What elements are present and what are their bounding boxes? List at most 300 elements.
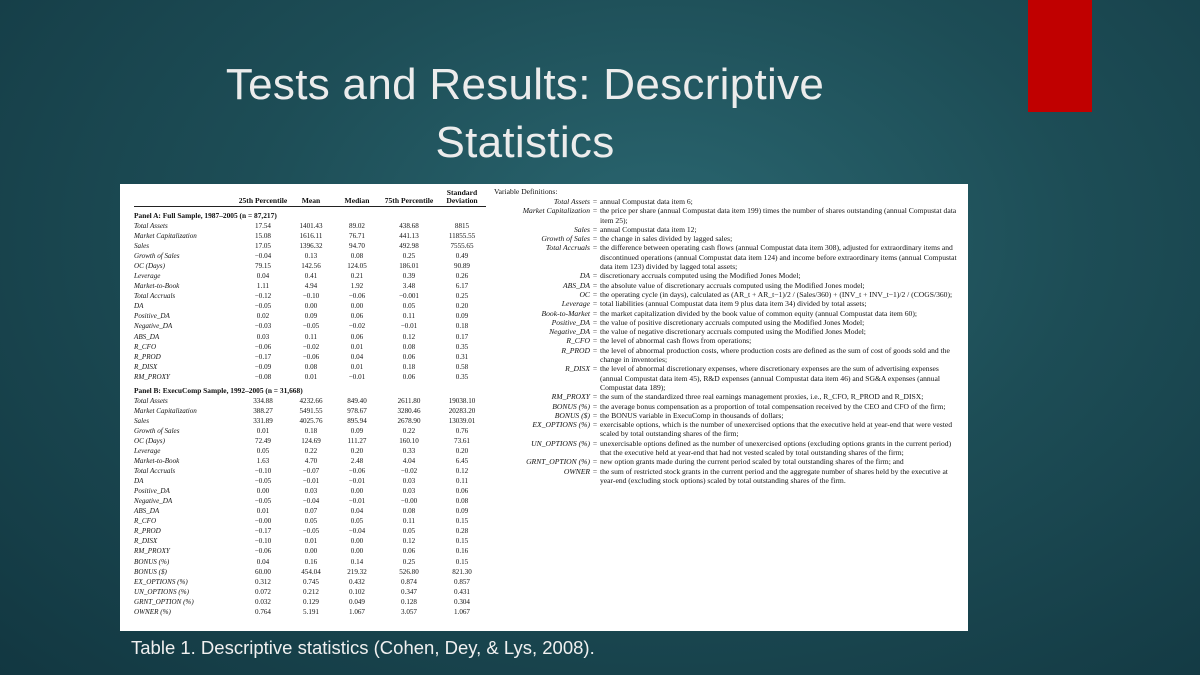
definition-term: Total Assets — [553, 197, 590, 206]
row-label: Market Capitalization — [134, 406, 197, 415]
table-row — [134, 241, 486, 251]
definition-entry — [494, 318, 962, 327]
equals-sign: = — [592, 438, 598, 448]
row-label: Sales — [134, 242, 149, 251]
definition-term: OC — [579, 289, 590, 299]
table-row — [134, 526, 486, 536]
definition-term: RM_PROXY — [551, 392, 590, 402]
definition-text: annual Compustat data item 12; — [600, 224, 697, 234]
table-row — [134, 261, 486, 271]
header-75th-percentile: 75th Percentile — [384, 196, 434, 205]
equals-sign: = — [592, 420, 598, 430]
table-cell: 0.16 — [304, 557, 318, 566]
table-cell: −0.05 — [254, 477, 272, 486]
row-label: OC (Days) — [134, 262, 165, 271]
table-cell: −0.02 — [302, 342, 320, 351]
row-label: Total Accruals — [134, 292, 176, 301]
row-label: OC (Days) — [134, 436, 165, 445]
table-cell: 0.01 — [256, 507, 270, 516]
table-cell: 0.25 — [455, 292, 469, 301]
table-row — [134, 597, 486, 607]
table-cell: 4232.66 — [299, 396, 323, 405]
equals-sign: = — [592, 308, 598, 318]
table-cell: −0.01 — [400, 322, 418, 331]
table-cell: 0.06 — [350, 332, 364, 341]
equals-sign: = — [592, 336, 598, 346]
table-cell: −0.04 — [302, 497, 320, 506]
table-cell: 0.28 — [455, 527, 469, 536]
header-median: Median — [344, 196, 370, 205]
definition-entry — [494, 243, 962, 271]
definition-text: the difference between operating cash flows (annual Compustat data item 308), adjusted for extraordinary items and discontinued operations (annual Compustat data item 124) and income before extraordinary items (annual Compustat data item 123) divided by lagged total assets; — [600, 243, 957, 272]
table-row — [134, 352, 486, 362]
table-cell: 0.00 — [304, 302, 318, 311]
equals-sign: = — [592, 457, 598, 467]
definition-entry — [494, 271, 962, 280]
table-row — [134, 567, 486, 577]
row-label: Negative_DA — [134, 322, 173, 331]
table-row — [134, 251, 486, 261]
table-cell: 0.01 — [256, 426, 270, 435]
table-row — [134, 607, 486, 617]
table-cell: 0.15 — [455, 537, 469, 546]
table-cell: 0.20 — [350, 446, 364, 455]
row-label: Negative_DA — [134, 497, 173, 506]
table-cell: 72.49 — [255, 436, 271, 445]
table-cell: 0.18 — [455, 322, 469, 331]
row-label: R_DISX — [134, 537, 158, 546]
table-cell: −0.01 — [348, 497, 366, 506]
table-cell: 0.25 — [402, 557, 416, 566]
definition-term: R_DISX — [565, 364, 590, 374]
table-cell: −0.00 — [254, 517, 272, 526]
table-cell: 0.22 — [304, 446, 318, 455]
table-cell: 0.431 — [454, 587, 470, 596]
table-cell: 4.70 — [304, 457, 318, 466]
table-cell: −0.17 — [254, 527, 272, 536]
table-cell: 89.02 — [349, 222, 365, 230]
table-cell: 0.102 — [349, 587, 365, 596]
table-cell: 0.05 — [350, 517, 364, 526]
table-cell: 0.35 — [455, 342, 469, 351]
definition-entry — [494, 364, 962, 392]
table-cell: −0.10 — [254, 467, 272, 476]
equals-sign: = — [592, 234, 598, 244]
table-cell: 3.48 — [402, 282, 416, 291]
equals-sign: = — [592, 392, 598, 402]
row-label: DA — [134, 477, 144, 486]
table-row — [134, 446, 486, 456]
table-cell: 186.01 — [399, 262, 419, 271]
table-cell: 79.15 — [255, 262, 271, 271]
table-cell: 0.20 — [455, 446, 469, 455]
table-cell: 0.04 — [256, 557, 270, 566]
table-row — [134, 301, 486, 311]
table-cell: 0.13 — [304, 252, 318, 261]
table-row — [134, 396, 486, 406]
definition-term: DA — [579, 271, 590, 281]
table-row — [134, 456, 486, 466]
definitions-heading: Variable Definitions: — [494, 187, 558, 196]
table-cell: 0.03 — [402, 477, 416, 486]
table-cell: 4025.76 — [299, 416, 323, 425]
table-cell: −0.05 — [254, 302, 272, 311]
table-cell: 0.08 — [402, 507, 416, 516]
table-cell: 17.05 — [255, 242, 271, 251]
table-cell: 492.98 — [399, 242, 419, 251]
table-cell: 0.21 — [350, 272, 364, 281]
definition-entry — [494, 402, 962, 411]
definition-term: EX_OPTIONS (%) — [532, 420, 590, 430]
table-cell: −0.04 — [348, 527, 366, 536]
table-cell: 0.18 — [402, 362, 416, 371]
table-cell: 0.11 — [402, 312, 416, 321]
table-cell: 0.00 — [350, 302, 364, 311]
table-cell: 895.94 — [347, 416, 367, 425]
equals-sign: = — [592, 206, 598, 216]
row-label: Growth of Sales — [134, 426, 180, 435]
definition-term: Negative_DA — [549, 327, 590, 337]
definition-entry — [494, 392, 962, 401]
definition-text: exercisable options, which is the number of unexercised options that the executive held at year-end that were vested scaled by total outstanding shares of the firm; — [600, 420, 952, 439]
equals-sign: = — [592, 224, 598, 234]
table-cell: 1.63 — [256, 457, 270, 466]
table-cell: 0.00 — [256, 487, 270, 496]
table-cell: 0.08 — [402, 342, 416, 351]
equals-sign: = — [592, 289, 598, 299]
definition-entry — [494, 197, 962, 206]
table-cell: 3.057 — [401, 607, 417, 616]
table-cell: −0.07 — [302, 467, 320, 476]
row-label: EX_OPTIONS (%) — [134, 577, 188, 586]
definition-entry — [494, 206, 962, 225]
table-cell: −0.01 — [348, 477, 366, 486]
slide-title-line-1: Tests and Results: Descriptive — [225, 60, 825, 109]
definition-text: the sum of restricted stock grants in the current period and the aggregate number of shares held by the executive at year-end (excluding stock options) scaled by total outstanding shares of the firm. — [600, 466, 948, 485]
row-label: R_CFO — [134, 517, 157, 526]
definition-term: BONUS (%) — [552, 401, 590, 411]
table-row — [134, 486, 486, 496]
table-cell: 0.06 — [402, 547, 416, 556]
table-cell: 0.06 — [402, 352, 416, 361]
table-row — [134, 587, 486, 597]
table-cell: 0.20 — [455, 302, 469, 311]
equals-sign: = — [592, 317, 598, 327]
definition-text: the level of abnormal discretionary expenses, where discretionary expenses are the sum of advertising expenses (annual Compustat data item 45), R&D expenses (annual Compustat data item 46) and SG&A expenses (annual Compustat data 189); — [600, 364, 940, 392]
table-cell: 0.14 — [350, 557, 364, 566]
definition-text: new option grants made during the current period scaled by total outstanding shares of the firm; and — [600, 457, 904, 467]
table-cell: 0.11 — [455, 477, 469, 486]
header-mean: Mean — [301, 196, 321, 205]
equals-sign: = — [592, 243, 598, 253]
definition-text: unexercisable options defined as the number of unexercised options (excluding options grants in the current period) that the executive held at year-end that had not vested scaled by total outstanding shares of the firm; — [600, 438, 952, 458]
table-cell: 0.26 — [455, 272, 469, 281]
table-cell: 0.31 — [455, 352, 469, 361]
table-cell: 0.072 — [255, 587, 271, 596]
table-row — [134, 281, 486, 291]
row-label: R_DISX — [134, 362, 158, 371]
table-cell: 0.17 — [455, 332, 469, 341]
table-cell: −0.01 — [302, 477, 320, 486]
table-cell: 0.15 — [455, 557, 469, 566]
definition-entry — [494, 299, 962, 308]
row-label: RM_PROXY — [134, 547, 170, 556]
table-cell: −0.02 — [400, 467, 418, 476]
table-cell: 441.13 — [399, 232, 419, 241]
table-cell: −0.05 — [302, 322, 320, 331]
table-cell: −0.06 — [254, 547, 272, 556]
row-label: BONUS (%) — [134, 557, 170, 566]
table-cell: −0.04 — [254, 252, 272, 261]
table-row — [134, 362, 486, 372]
definition-term: Leverage — [561, 299, 590, 309]
row-label: ABS_DA — [134, 332, 160, 341]
table-row — [134, 406, 486, 416]
table-cell: 0.16 — [455, 547, 469, 556]
table-cell: 19038.10 — [448, 396, 476, 405]
table-row — [134, 436, 486, 446]
definition-entry — [494, 309, 962, 318]
equals-sign: = — [592, 345, 598, 355]
table-cell: −0.09 — [254, 362, 272, 371]
slide-title-line-2: Statistics — [435, 118, 615, 167]
row-label: Total Assets — [134, 222, 168, 230]
definitions-list — [494, 197, 962, 485]
table-cell: 388.27 — [253, 406, 273, 415]
row-label: Growth of Sales — [134, 252, 180, 261]
table-cell: 8815 — [454, 222, 470, 230]
table-row — [134, 506, 486, 516]
row-label: Market-to-Book — [134, 457, 180, 466]
table-row — [134, 466, 486, 476]
row-label: R_CFO — [134, 342, 157, 351]
table-cell: 821.30 — [452, 567, 472, 576]
table-cell: 0.745 — [303, 577, 319, 586]
table-row — [134, 221, 486, 231]
definition-term: Positive_DA — [551, 317, 590, 327]
header-standard-deviation: Standard Deviation — [446, 188, 478, 205]
table-cell: 0.02 — [256, 312, 270, 321]
table-cell: 15.08 — [255, 232, 271, 241]
definition-term: Total Accruals — [545, 243, 590, 253]
table-cell: −0.08 — [254, 372, 272, 381]
red-accent-block — [1028, 0, 1092, 112]
table-cell: 5491.55 — [299, 406, 323, 415]
definition-entry — [494, 327, 962, 336]
definition-text: the market capitalization divided by the book value of common equity (annual Compustat data item 60); — [600, 308, 917, 318]
table-cell: 17.54 — [255, 222, 271, 230]
table-cell: 0.05 — [402, 527, 416, 536]
table-cell: 0.76 — [455, 426, 469, 435]
table-cell: −0.06 — [348, 467, 366, 476]
definition-text: the change in sales divided by lagged sales; — [600, 234, 733, 244]
panel-title: Panel B: ExecuComp Sample, 1992–2005 (n = 31,668) — [134, 385, 303, 395]
definition-entry — [494, 467, 962, 486]
table-cell: 0.347 — [401, 587, 417, 596]
definition-entry — [494, 439, 962, 458]
definition-text: discretionary accruals computed using the Modified Jones Model; — [600, 271, 801, 281]
table-cell: −0.00 — [400, 497, 418, 506]
table-cell: 526.80 — [399, 567, 419, 576]
table-cell: 160.10 — [399, 436, 419, 445]
definition-text: the absolute value of discretionary accruals computed using the Modified Jones model; — [600, 280, 865, 290]
table-cell: 1.067 — [454, 607, 470, 616]
row-label: R_PROD — [134, 352, 161, 361]
row-label: Sales — [134, 416, 149, 425]
table-cell: 2.48 — [350, 457, 364, 466]
table-row — [134, 546, 486, 556]
table-cell: −0.03 — [254, 322, 272, 331]
definition-entry — [494, 457, 962, 466]
definition-text: the BONUS variable in ExecuComp in thousands of dollars; — [600, 410, 784, 420]
definition-term: Sales — [573, 224, 590, 234]
table-cell: 13039.01 — [448, 416, 476, 425]
table-cell: 0.09 — [455, 507, 469, 516]
table-cell: 11855.55 — [448, 232, 476, 241]
table-cell: 124.05 — [347, 262, 367, 271]
table-row — [134, 496, 486, 506]
equals-sign: = — [592, 327, 598, 337]
table-cell: 0.12 — [402, 537, 416, 546]
table-cell: 0.08 — [350, 252, 364, 261]
table-cell: 73.61 — [454, 436, 470, 445]
table-cell: 0.01 — [350, 342, 364, 351]
table-row — [134, 271, 486, 281]
table-cell: 1.92 — [350, 282, 364, 291]
slide-title — [120, 56, 930, 172]
table-row — [134, 577, 486, 587]
table-cell: 438.68 — [399, 222, 419, 230]
table-cell: 0.03 — [256, 332, 270, 341]
table-cell: 0.49 — [455, 252, 469, 261]
table-row — [134, 416, 486, 426]
equals-sign: = — [592, 271, 598, 281]
table-cell: 454.04 — [301, 567, 321, 576]
table-cell: 334.88 — [253, 396, 273, 405]
definition-text: the level of abnormal production costs, where production costs are defined as the sum of cost of goods sold and the change in inventories; — [600, 345, 950, 365]
table-cell: 1401.43 — [299, 222, 323, 230]
table-cell: 0.01 — [350, 362, 364, 371]
equals-sign: = — [592, 466, 598, 476]
table-row — [134, 516, 486, 526]
table-cell: 0.129 — [303, 597, 319, 606]
definition-term: OWNER — [563, 466, 590, 476]
definition-entry — [494, 336, 962, 345]
table-cell: −0.02 — [348, 322, 366, 331]
table-cell: 20283.20 — [448, 406, 476, 415]
table-cell: 0.11 — [304, 332, 318, 341]
table-cell: −0.06 — [348, 292, 366, 301]
table-row — [134, 536, 486, 546]
definition-term: GRNT_OPTION (%) — [526, 457, 590, 467]
row-label: DA — [134, 302, 144, 311]
table-row — [134, 342, 486, 352]
table-cell: 978.67 — [347, 406, 367, 415]
table-cell: 0.304 — [454, 597, 470, 606]
table-header-row — [134, 188, 486, 207]
table-cell: 0.09 — [304, 312, 318, 321]
row-label: Market Capitalization — [134, 232, 197, 241]
row-label: GRNT_OPTION (%) — [134, 597, 194, 606]
definition-text: the level of abnormal cash flows from operations; — [600, 336, 752, 346]
definition-term: R_PROD — [561, 345, 590, 355]
table-cell: −0.05 — [254, 497, 272, 506]
table-cell: 0.08 — [455, 497, 469, 506]
equals-sign: = — [592, 197, 598, 206]
table-cell: 0.128 — [401, 597, 417, 606]
table-cell: 4.94 — [304, 282, 318, 291]
table-cell: 3280.46 — [397, 406, 421, 415]
table-caption: Table 1. Descriptive statistics (Cohen, Dey, & Lys, 2008). — [131, 637, 595, 658]
table-panels — [134, 211, 486, 617]
table-cell: 0.09 — [350, 426, 364, 435]
table-cell: 0.33 — [402, 446, 416, 455]
table-cell: −0.06 — [302, 352, 320, 361]
table-cell: 0.04 — [350, 507, 364, 516]
table-cell: 0.00 — [350, 547, 364, 556]
table-cell: 331.89 — [253, 416, 273, 425]
table-cell: 94.70 — [349, 242, 365, 251]
row-label: ABS_DA — [134, 507, 160, 516]
definition-text: the value of positive discretionary accruals computed using the Modified Jones Model; — [600, 317, 865, 327]
table-cell: 0.05 — [402, 302, 416, 311]
table-cell: 0.11 — [402, 517, 416, 526]
row-label: Leverage — [134, 446, 161, 455]
definition-term: ABS_DA — [563, 280, 590, 290]
row-label: RM_PROXY — [134, 372, 170, 381]
table-cell: 0.18 — [304, 426, 318, 435]
table-row — [134, 291, 486, 301]
table-cell: 0.58 — [455, 362, 469, 371]
table-cell: 1.11 — [256, 282, 270, 291]
table-cell: 0.01 — [304, 537, 318, 546]
table-cell: 0.764 — [255, 607, 271, 616]
equals-sign: = — [592, 364, 598, 374]
definition-entry — [494, 281, 962, 290]
table-cell: 0.049 — [349, 597, 365, 606]
table-cell: 0.06 — [350, 312, 364, 321]
definition-term: Book-to-Market — [541, 308, 590, 318]
table-cell: 0.01 — [304, 372, 318, 381]
row-label: BONUS ($) — [134, 567, 167, 576]
definition-text: annual Compustat data item 6; — [600, 197, 693, 206]
table-cell: 0.12 — [455, 467, 469, 476]
table-cell: 0.00 — [350, 487, 364, 496]
table-row — [134, 426, 486, 436]
table-cell: −0.12 — [254, 292, 272, 301]
equals-sign: = — [592, 401, 598, 411]
row-label: Positive_DA — [134, 312, 170, 321]
row-label: Total Accruals — [134, 467, 176, 476]
table-row — [134, 557, 486, 567]
equals-sign: = — [592, 299, 598, 309]
table-cell: 0.04 — [350, 352, 364, 361]
table-cell: 6.17 — [455, 282, 469, 291]
table-cell: 1616.11 — [299, 232, 323, 241]
definition-term: Market Capitalization — [522, 206, 590, 216]
row-label: Total Assets — [134, 396, 168, 405]
table-cell: 0.09 — [455, 312, 469, 321]
table-cell: 0.04 — [256, 272, 270, 281]
table-cell: 4.04 — [402, 457, 416, 466]
header-25th-percentile: 25th Percentile — [238, 196, 288, 205]
table-cell: 0.874 — [401, 577, 417, 586]
table-cell: 1396.32 — [299, 242, 323, 251]
table-cell: 0.25 — [402, 252, 416, 261]
definition-text: the operating cycle (in days), calculated as (AR_t + AR_t−1)/2 / (Sales/360) + (INV_t + INV_t−1)/2 / (COGS/360); — [600, 289, 953, 299]
table-row — [134, 311, 486, 321]
table-row — [134, 476, 486, 486]
